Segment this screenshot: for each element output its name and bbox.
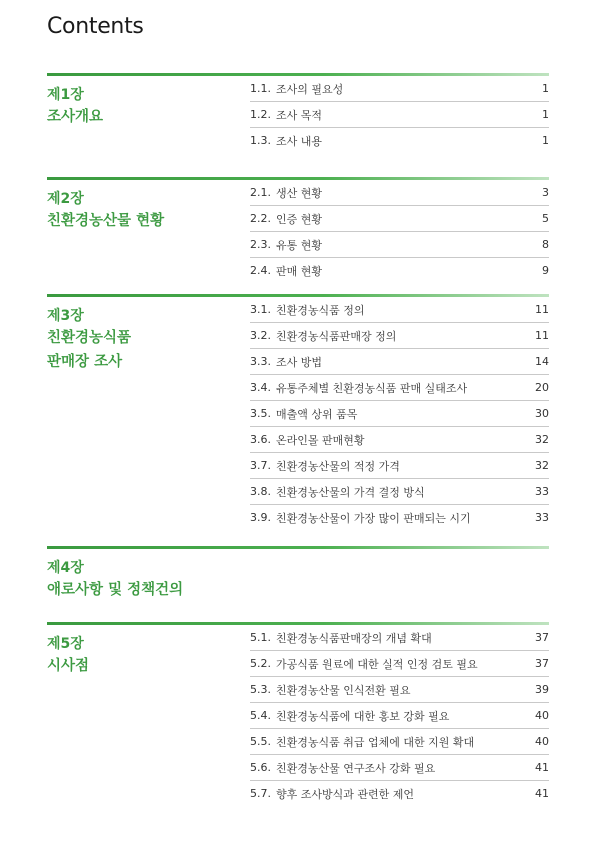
chapter-section xyxy=(47,73,549,148)
toc-entry[interactable] xyxy=(250,677,549,703)
toc-entry[interactable] xyxy=(250,206,549,232)
section-title: 친환경농산물이 가장 많이 판매되는 시기 xyxy=(276,511,471,525)
toc-entry[interactable] xyxy=(250,453,549,479)
page-number: 39 xyxy=(535,683,549,696)
section-title: 온라인몰 판매현황 xyxy=(276,433,365,447)
section-title: 친환경농산물의 가격 결정 방식 xyxy=(276,485,425,499)
section-title: 인증 현황 xyxy=(276,212,323,226)
toc-entry[interactable] xyxy=(250,375,549,401)
chapter-section xyxy=(47,294,549,525)
chapter-section xyxy=(47,177,549,278)
toc-entry[interactable] xyxy=(250,76,549,102)
section-title: 유통 현황 xyxy=(276,238,323,252)
section-number: 1.3. xyxy=(250,134,271,147)
section-number: 1.1. xyxy=(250,82,271,95)
toc-entry[interactable] xyxy=(250,232,549,258)
section-number: 3.7. xyxy=(250,459,271,472)
chapter-number: 제2장 xyxy=(47,191,84,207)
toc-entry[interactable] xyxy=(250,427,549,453)
section-title: 친환경농산물 연구조사 강화 필요 xyxy=(276,761,436,775)
page-number: 37 xyxy=(535,631,549,644)
page-number: 41 xyxy=(535,761,549,774)
section-number: 3.8. xyxy=(250,485,271,498)
chapter-title: 판매장 조사 xyxy=(47,354,123,370)
toc-entry[interactable] xyxy=(250,102,549,128)
section-title: 친환경농산물의 적정 가격 xyxy=(276,459,400,473)
section-number: 2.2. xyxy=(250,212,271,225)
section-number: 3.2. xyxy=(250,329,271,342)
page-number: 8 xyxy=(542,238,549,251)
section-number: 3.6. xyxy=(250,433,271,446)
section-number: 3.3. xyxy=(250,355,271,368)
chapter-title: 친환경농식품 xyxy=(47,330,132,346)
chapter-title: 시사점 xyxy=(47,658,90,674)
toc-entry[interactable] xyxy=(250,349,549,375)
section-title: 가공식품 원료에 대한 실적 인정 검토 필요 xyxy=(276,657,478,671)
section-title: 조사의 필요성 xyxy=(276,82,344,96)
section-title: 생산 현황 xyxy=(276,186,323,200)
page-number: 1 xyxy=(542,134,549,147)
toc-entry[interactable] xyxy=(250,651,549,677)
section-title: 향후 조사방식과 관련한 제언 xyxy=(276,787,415,801)
page-number: 32 xyxy=(535,459,549,472)
page-number: 3 xyxy=(542,186,549,199)
chapter-divider xyxy=(47,546,549,549)
section-list xyxy=(250,297,549,530)
toc-entry[interactable] xyxy=(250,703,549,729)
chapter-heading[interactable] xyxy=(47,634,242,678)
section-title: 친환경농식품에 대한 홍보 강화 필요 xyxy=(276,709,450,723)
chapter-heading[interactable] xyxy=(47,306,242,374)
toc-entry[interactable] xyxy=(250,755,549,781)
section-title: 조사 방법 xyxy=(276,355,323,369)
section-number: 5.5. xyxy=(250,735,271,748)
toc-entry[interactable] xyxy=(250,258,549,283)
section-title: 조사 내용 xyxy=(276,134,323,148)
toc-entry[interactable] xyxy=(250,479,549,505)
page-number: 33 xyxy=(535,511,549,524)
toc-entry[interactable] xyxy=(250,401,549,427)
page-title: Contents xyxy=(47,14,144,39)
chapter-heading[interactable] xyxy=(47,189,242,233)
chapter-number: 제5장 xyxy=(47,636,84,652)
chapter-title: 친환경농산물 현황 xyxy=(47,213,165,229)
page-number: 37 xyxy=(535,657,549,670)
section-number: 5.1. xyxy=(250,631,271,644)
toc-entry[interactable] xyxy=(250,729,549,755)
page-number: 1 xyxy=(542,108,549,121)
page-number: 33 xyxy=(535,485,549,498)
section-number: 3.4. xyxy=(250,381,271,394)
section-title: 판매 현황 xyxy=(276,264,323,278)
chapter-section xyxy=(47,546,549,598)
chapter-title: 조사개요 xyxy=(47,109,104,125)
chapter-heading[interactable] xyxy=(47,558,242,602)
toc-entry[interactable] xyxy=(250,625,549,651)
toc-entry[interactable] xyxy=(250,297,549,323)
section-number: 5.7. xyxy=(250,787,271,800)
page-number: 9 xyxy=(542,264,549,277)
page-number: 41 xyxy=(535,787,549,800)
section-list xyxy=(250,76,549,153)
toc-entry[interactable] xyxy=(250,505,549,530)
page-number: 14 xyxy=(535,355,549,368)
page-number: 30 xyxy=(535,407,549,420)
section-number: 2.1. xyxy=(250,186,271,199)
section-number: 3.5. xyxy=(250,407,271,420)
chapter-title: 애로사항 및 정책건의 xyxy=(47,582,184,598)
page-number: 5 xyxy=(542,212,549,225)
section-title: 친환경농식품 취급 업체에 대한 지원 확대 xyxy=(276,735,475,749)
chapter-number: 제1장 xyxy=(47,87,84,103)
section-title: 친환경농식품 정의 xyxy=(276,303,365,317)
section-title: 친환경농식품판매장의 개념 확대 xyxy=(276,631,432,645)
page-number: 11 xyxy=(535,329,549,342)
section-number: 5.6. xyxy=(250,761,271,774)
section-number: 3.1. xyxy=(250,303,271,316)
toc-entry[interactable] xyxy=(250,128,549,153)
page-number: 40 xyxy=(535,735,549,748)
section-title: 조사 목적 xyxy=(276,108,323,122)
section-title: 매출액 상위 품목 xyxy=(276,407,358,421)
section-title: 친환경농식품판매장 정의 xyxy=(276,329,397,343)
toc-entry[interactable] xyxy=(250,781,549,806)
section-title: 친환경농산물 인식전환 필요 xyxy=(276,683,411,697)
section-number: 2.4. xyxy=(250,264,271,277)
section-number: 3.9. xyxy=(250,511,271,524)
page-number: 20 xyxy=(535,381,549,394)
toc-entry[interactable] xyxy=(250,180,549,206)
page-number: 40 xyxy=(535,709,549,722)
section-number: 5.2. xyxy=(250,657,271,670)
page-number: 1 xyxy=(542,82,549,95)
page-number: 32 xyxy=(535,433,549,446)
chapter-number: 제3장 xyxy=(47,308,84,324)
section-number: 2.3. xyxy=(250,238,271,251)
section-list xyxy=(250,625,549,806)
chapter-section xyxy=(47,622,549,801)
section-list xyxy=(250,180,549,283)
section-title: 유통주체별 친환경농식품 판매 실태조사 xyxy=(276,381,468,395)
chapter-number: 제4장 xyxy=(47,560,84,576)
section-number: 1.2. xyxy=(250,108,271,121)
page-number: 11 xyxy=(535,303,549,316)
chapter-heading[interactable] xyxy=(47,85,242,129)
section-number: 5.4. xyxy=(250,709,271,722)
toc-entry[interactable] xyxy=(250,323,549,349)
section-number: 5.3. xyxy=(250,683,271,696)
